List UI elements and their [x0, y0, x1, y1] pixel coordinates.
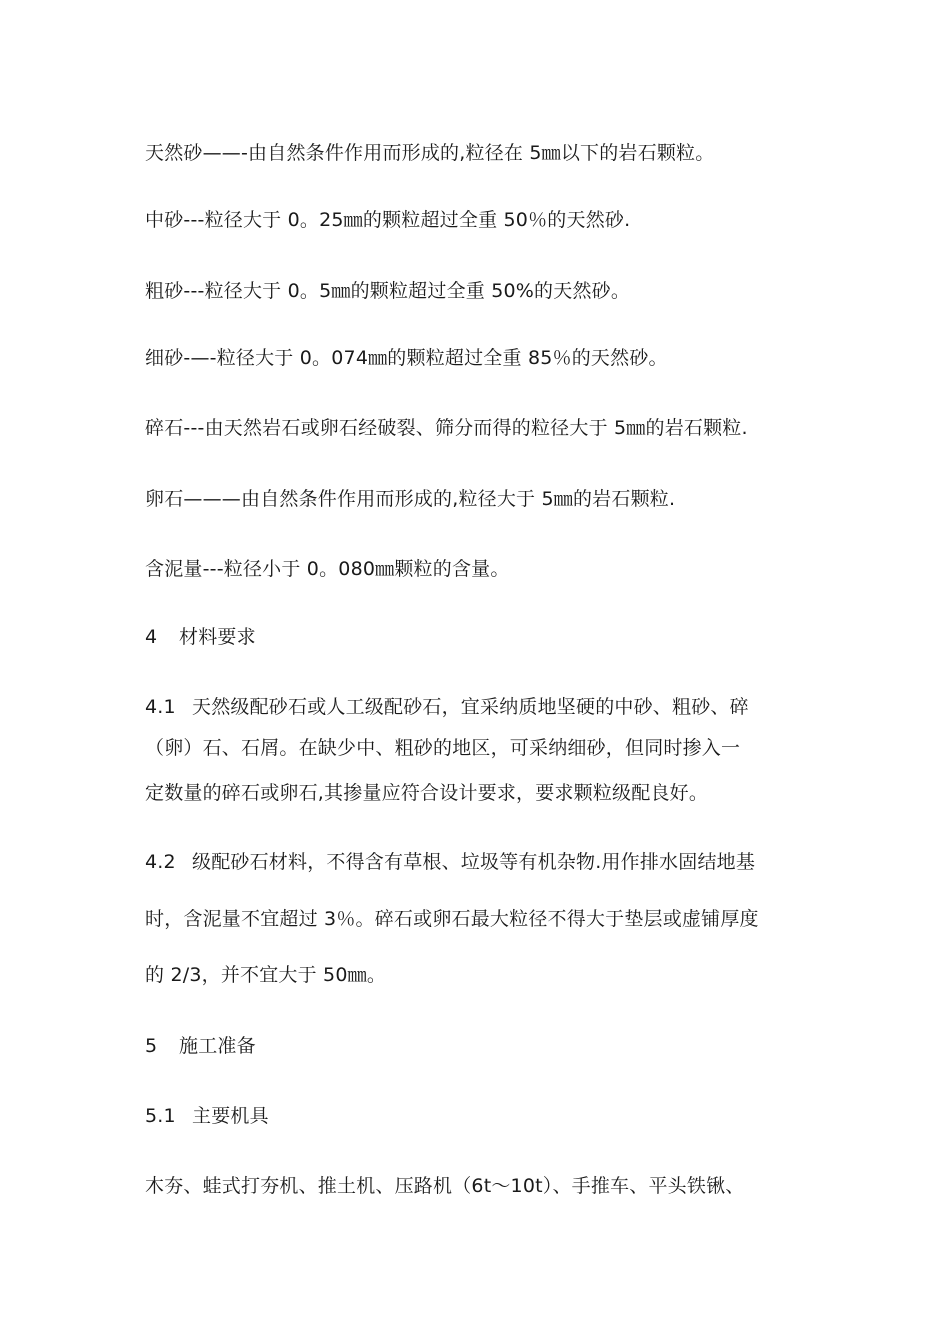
section-5-heading	[145, 1034, 810, 1058]
section-4-number: 4	[145, 626, 158, 648]
section-5-number: 5	[145, 1035, 158, 1057]
item-4-2-text-1: 级配砂石材料，不得含有草根、垃圾等有机杂物.用作排水固结地基	[192, 851, 756, 873]
definition-fine-sand: 细砂-—-粒径大于 0。074㎜的颗粒超过全重 85％的天然砂。	[145, 347, 668, 369]
item-4-2-number: 4.2	[145, 851, 176, 873]
item-4-2-line-2: 时，含泥量不宜超过 3％。碎石或卵石最大粒径不得大于垫层或虚铺厚度	[145, 908, 759, 930]
item-4-1-line-1	[145, 695, 810, 719]
definition-medium-sand: 中砂---粒径大于 0。25㎜的颗粒超过全重 50％的天然砂.	[145, 209, 631, 231]
definition-crushed-stone: 碎石---由天然岩石或卵石经破裂、筛分而得的粒径大于 5㎜的岩石颗粒.	[145, 417, 748, 439]
tools-list-line: 木夯、蛙式打夯机、推土机、压路机（6t～10t）、手推车、平头铁锹、	[145, 1175, 745, 1197]
definition-pebble: 卵石———由自然条件作用而形成的,粒径大于 5㎜的岩石颗粒.	[145, 488, 676, 510]
definition-coarse-sand: 粗砂---粒径大于 0。5㎜的颗粒超过全重 50%的天然砂。	[145, 280, 631, 302]
item-4-2-line-1	[145, 850, 810, 874]
item-4-1-text-1: 天然级配砂石或人工级配砂石，宜采纳质地坚硬的中砂、粗砂、碎	[192, 696, 749, 718]
section-4-title: 材料要求	[179, 626, 256, 648]
item-4-1-number: 4.1	[145, 696, 176, 718]
item-4-1-line-2: （卵）石、石屑。在缺少中、粗砂的地区，可采纳细砂，但同时掺入一	[145, 737, 741, 759]
section-5-title: 施工准备	[179, 1035, 256, 1057]
section-4-heading	[145, 625, 810, 649]
item-5-1-number: 5.1	[145, 1105, 176, 1127]
definition-mud-content: 含泥量---粒径小于 0。080㎜颗粒的含量。	[145, 558, 510, 580]
item-5-1-heading	[145, 1104, 810, 1128]
definition-natural-sand: 天然砂——-由自然条件作用而形成的,粒径在 5㎜以下的岩石颗粒。	[145, 142, 715, 164]
item-5-1-title: 主要机具	[192, 1105, 269, 1127]
item-4-1-line-3: 定数量的碎石或卵石,其掺量应符合设计要求，要求颗粒级配良好。	[145, 782, 709, 804]
item-4-2-line-3: 的 2/3，并不宜大于 50㎜。	[145, 964, 387, 986]
